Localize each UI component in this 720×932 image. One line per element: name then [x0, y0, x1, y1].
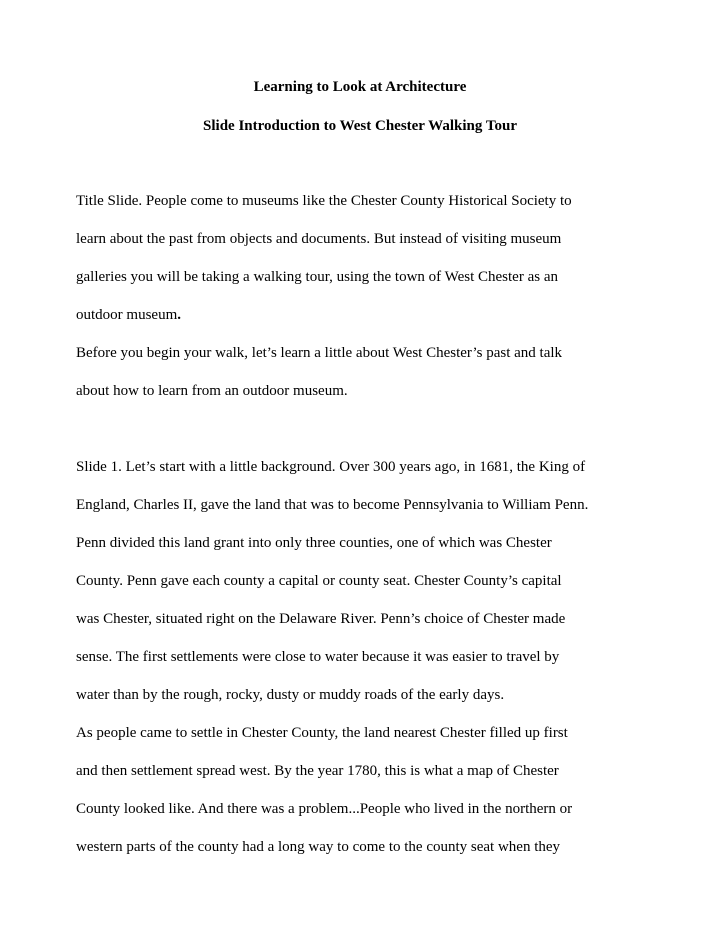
- text-line: sense. The first settlements were close to water because it was easier to travel by: [76, 649, 560, 665]
- document-subtitle: Slide Introduction to West Chester Walking Tour: [203, 118, 517, 134]
- text-line: was Chester, situated right on the Delaware River. Penn’s choice of Chester made: [76, 611, 566, 627]
- text-line: and then settlement spread west. By the year 1780, this is what a map of Chester: [76, 763, 559, 779]
- text-line: As people came to settle in Chester County, the land nearest Chester filled up first: [76, 725, 568, 741]
- text-line: water than by the rough, rocky, dusty or muddy roads of the early days.: [76, 687, 505, 703]
- text-line: about how to learn from an outdoor museum.: [76, 383, 348, 399]
- text-line: western parts of the county had a long way to come to the county seat when they: [76, 839, 561, 855]
- text-line: County looked like. And there was a problem...People who lived in the northern or: [76, 801, 573, 817]
- bold-period: .: [177, 307, 181, 323]
- text-line: outdoor museum: [76, 307, 178, 323]
- text-line: Before you begin your walk, let’s learn a little about West Chester’s past and talk: [76, 345, 563, 361]
- text-line: Penn divided this land grant into only three counties, one of which was Chester: [76, 535, 552, 551]
- document-title: Learning to Look at Architecture: [253, 79, 467, 95]
- text-line: galleries you will be taking a walking tour, using the town of West Chester as an: [76, 269, 558, 285]
- text-line: Slide 1. Let’s start with a little background. Over 300 years ago, in 1681, the King of: [76, 459, 586, 475]
- text-line: Title Slide. People come to museums like the Chester County Historical Society to: [76, 193, 572, 209]
- text-line: England, Charles II, gave the land that was to become Pennsylvania to William Penn.: [76, 497, 589, 513]
- text-line-group: [76, 306, 181, 324]
- text-line: learn about the past from objects and documents. But instead of visiting museum: [76, 231, 562, 247]
- text-line: County. Penn gave each county a capital or county seat. Chester County’s capital: [76, 573, 562, 589]
